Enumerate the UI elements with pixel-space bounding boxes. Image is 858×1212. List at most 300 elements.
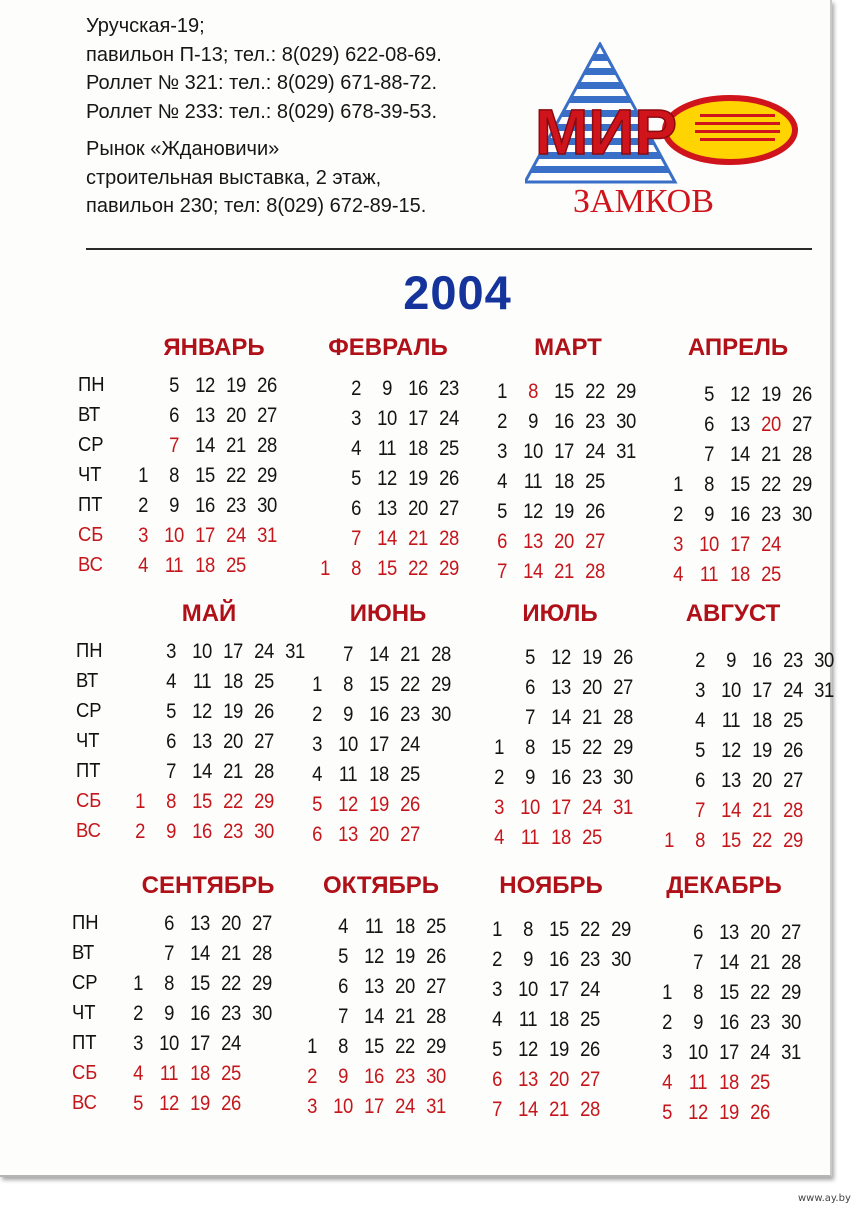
day-number: 29 <box>257 464 277 487</box>
day-number: 31 <box>814 679 834 702</box>
day-number: 11 <box>518 1008 538 1031</box>
contact-line: павильон 230; тел: 8(029) 672-89-15. <box>86 195 427 217</box>
weekday-label: СР <box>72 972 98 994</box>
day-number: 9 <box>528 410 538 433</box>
day-number: 2 <box>307 1065 317 1088</box>
day-number: 14 <box>730 443 750 466</box>
day-number: 15 <box>369 673 389 696</box>
day-number: 17 <box>549 978 569 1001</box>
day-number: 3 <box>497 440 507 463</box>
day-number: 18 <box>752 709 772 732</box>
day-number: 29 <box>613 736 633 759</box>
day-number: 31 <box>613 796 633 819</box>
day-number: 3 <box>494 796 504 819</box>
day-number: 25 <box>254 670 274 693</box>
day-number: 30 <box>426 1065 446 1088</box>
day-number: 17 <box>551 796 571 819</box>
day-number: 28 <box>257 434 277 457</box>
day-number: 12 <box>551 646 571 669</box>
day-number: 30 <box>431 703 451 726</box>
day-number: 21 <box>408 527 428 550</box>
day-number: 7 <box>492 1098 502 1121</box>
day-number: 18 <box>554 470 574 493</box>
day-number: 28 <box>613 706 633 729</box>
weekday-label: СБ <box>72 1062 98 1084</box>
weekday-label: ПТ <box>76 760 101 782</box>
day-number: 2 <box>494 766 504 789</box>
day-number: 29 <box>781 981 801 1004</box>
day-number: 12 <box>518 1038 538 1061</box>
day-number: 8 <box>351 557 361 580</box>
day-number: 2 <box>312 703 322 726</box>
day-number: 24 <box>221 1032 241 1055</box>
day-number: 17 <box>195 524 215 547</box>
day-number: 18 <box>549 1008 569 1031</box>
day-number: 8 <box>528 380 538 403</box>
day-number: 28 <box>792 443 812 466</box>
day-number: 11 <box>364 915 384 938</box>
day-number: 7 <box>497 560 507 583</box>
day-number: 23 <box>226 494 246 517</box>
day-number: 6 <box>492 1068 502 1091</box>
weekday-label: ВТ <box>72 942 95 964</box>
day-number: 9 <box>523 948 533 971</box>
day-number: 22 <box>408 557 428 580</box>
day-number: 11 <box>699 563 719 586</box>
day-number: 10 <box>518 978 538 1001</box>
day-number: 24 <box>439 407 459 430</box>
day-number: 18 <box>190 1062 210 1085</box>
weekday-label: ЧТ <box>76 730 100 752</box>
day-number: 13 <box>719 921 739 944</box>
day-number: 31 <box>257 524 277 547</box>
logo-main-text: МИР <box>535 96 677 168</box>
day-number: 23 <box>750 1011 770 1034</box>
day-number: 14 <box>369 643 389 666</box>
day-number: 28 <box>585 560 605 583</box>
day-number: 21 <box>223 760 243 783</box>
day-number: 26 <box>221 1092 241 1115</box>
day-number: 16 <box>195 494 215 517</box>
day-number: 5 <box>312 793 322 816</box>
day-number: 10 <box>523 440 543 463</box>
day-number: 13 <box>190 912 210 935</box>
day-number: 18 <box>223 670 243 693</box>
day-number: 5 <box>704 383 714 406</box>
day-number: 22 <box>761 473 781 496</box>
month-title: АПРЕЛЬ <box>687 334 789 361</box>
day-number: 19 <box>719 1101 739 1124</box>
day-number: 8 <box>343 673 353 696</box>
day-number: 16 <box>752 649 772 672</box>
day-number: 24 <box>750 1041 770 1064</box>
day-number: 20 <box>750 921 770 944</box>
day-number: 13 <box>192 730 212 753</box>
day-number: 7 <box>695 799 705 822</box>
month-title: СЕНТЯБРЬ <box>141 872 275 899</box>
day-number: 1 <box>497 380 507 403</box>
day-number: 27 <box>781 921 801 944</box>
day-number: 1 <box>494 736 504 759</box>
contact-line: Роллет № 233: тел.: 8(029) 678-39-53. <box>86 100 437 123</box>
day-number: 2 <box>351 377 361 400</box>
day-number: 11 <box>520 826 540 849</box>
day-number: 19 <box>223 700 243 723</box>
day-number: 1 <box>312 673 322 696</box>
day-number: 19 <box>369 793 389 816</box>
day-number: 4 <box>492 1008 502 1031</box>
day-number: 14 <box>190 942 210 965</box>
day-number: 6 <box>164 912 174 935</box>
day-number: 3 <box>307 1095 317 1118</box>
day-number: 16 <box>364 1065 384 1088</box>
day-number: 23 <box>221 1002 241 1025</box>
day-number: 16 <box>551 766 571 789</box>
day-number: 24 <box>395 1095 415 1118</box>
day-number: 6 <box>338 975 348 998</box>
day-number: 30 <box>781 1011 801 1034</box>
day-number: 11 <box>338 763 358 786</box>
day-number: 3 <box>695 679 705 702</box>
day-number: 12 <box>523 500 543 523</box>
day-number: 29 <box>252 972 272 995</box>
day-number: 22 <box>750 981 770 1004</box>
day-number: 7 <box>525 706 535 729</box>
day-number: 4 <box>695 709 705 732</box>
day-number: 8 <box>695 829 705 852</box>
day-number: 28 <box>783 799 803 822</box>
day-number: 2 <box>662 1011 672 1034</box>
day-number: 18 <box>395 915 415 938</box>
day-number: 11 <box>377 437 397 460</box>
day-number: 16 <box>192 820 212 843</box>
day-number: 1 <box>664 829 674 852</box>
day-number: 5 <box>695 739 705 762</box>
weekday-label: ПТ <box>72 1032 97 1054</box>
day-number: 25 <box>400 763 420 786</box>
day-number: 4 <box>138 554 148 577</box>
day-number: 6 <box>312 823 322 846</box>
day-number: 25 <box>585 470 605 493</box>
day-number: 14 <box>364 1005 384 1028</box>
day-number: 8 <box>523 918 533 941</box>
day-number: 21 <box>761 443 781 466</box>
day-number: 10 <box>333 1095 353 1118</box>
day-number: 14 <box>551 706 571 729</box>
day-number: 6 <box>169 404 179 427</box>
day-number: 13 <box>551 676 571 699</box>
day-number: 24 <box>226 524 246 547</box>
day-number: 12 <box>338 793 358 816</box>
day-number: 21 <box>221 942 241 965</box>
month-title: ДЕКАБРЬ <box>666 872 782 899</box>
day-number: 15 <box>554 380 574 403</box>
day-number: 12 <box>192 700 212 723</box>
contact-line: павильон П-13; тел.: 8(029) 622-08-69. <box>86 43 442 66</box>
day-number: 24 <box>783 679 803 702</box>
day-number: 24 <box>585 440 605 463</box>
weekday-label: ПН <box>78 374 105 396</box>
day-number: 8 <box>338 1035 348 1058</box>
day-number: 5 <box>351 467 361 490</box>
day-number: 6 <box>704 413 714 436</box>
day-number: 12 <box>688 1101 708 1124</box>
day-number: 31 <box>426 1095 446 1118</box>
day-number: 4 <box>662 1071 672 1094</box>
day-number: 10 <box>520 796 540 819</box>
day-number: 4 <box>494 826 504 849</box>
day-number: 4 <box>312 763 322 786</box>
day-number: 25 <box>221 1062 241 1085</box>
day-number: 4 <box>133 1062 143 1085</box>
day-number: 17 <box>752 679 772 702</box>
day-number: 19 <box>761 383 781 406</box>
day-number: 1 <box>673 473 683 496</box>
day-number: 15 <box>377 557 397 580</box>
weekday-label: ЧТ <box>78 464 102 486</box>
weekday-label: ПН <box>72 912 99 934</box>
logo-sub-text: ЗАМКОВ <box>573 183 714 220</box>
day-number: 25 <box>426 915 446 938</box>
day-number: 10 <box>159 1032 179 1055</box>
weekday-label: СБ <box>76 790 102 812</box>
day-number: 31 <box>781 1041 801 1064</box>
day-number: 30 <box>257 494 277 517</box>
weekday-label: ВТ <box>76 670 99 692</box>
day-number: 26 <box>400 793 420 816</box>
day-number: 22 <box>582 736 602 759</box>
day-number: 1 <box>662 981 672 1004</box>
day-number: 11 <box>721 709 741 732</box>
month-title: ОКТЯБРЬ <box>322 872 439 899</box>
weekday-label: ВС <box>72 1092 97 1114</box>
day-number: 13 <box>364 975 384 998</box>
day-number: 15 <box>364 1035 384 1058</box>
day-number: 11 <box>164 554 184 577</box>
day-number: 25 <box>439 437 459 460</box>
day-number: 11 <box>688 1071 708 1094</box>
day-number: 14 <box>721 799 741 822</box>
contacts-block <box>86 12 442 221</box>
weekday-label: СР <box>78 434 104 456</box>
day-number: 3 <box>133 1032 143 1055</box>
day-number: 5 <box>166 700 176 723</box>
day-number: 12 <box>377 467 397 490</box>
day-number: 10 <box>721 679 741 702</box>
day-number: 20 <box>395 975 415 998</box>
day-number: 1 <box>307 1035 317 1058</box>
day-number: 21 <box>554 560 574 583</box>
day-number: 23 <box>585 410 605 433</box>
day-number: 6 <box>497 530 507 553</box>
day-number: 5 <box>133 1092 143 1115</box>
day-number: 26 <box>580 1038 600 1061</box>
day-number: 18 <box>369 763 389 786</box>
day-number: 23 <box>580 948 600 971</box>
day-number: 11 <box>192 670 212 693</box>
day-number: 22 <box>752 829 772 852</box>
weekday-label: ЧТ <box>72 1002 96 1024</box>
day-number: 9 <box>693 1011 703 1034</box>
day-number: 21 <box>752 799 772 822</box>
day-number: 26 <box>792 383 812 406</box>
day-number: 2 <box>133 1002 143 1025</box>
day-number: 6 <box>166 730 176 753</box>
day-number: 19 <box>582 646 602 669</box>
day-number: 17 <box>190 1032 210 1055</box>
day-number: 10 <box>688 1041 708 1064</box>
day-number: 13 <box>523 530 543 553</box>
day-number: 19 <box>752 739 772 762</box>
day-number: 19 <box>190 1092 210 1115</box>
day-number: 5 <box>338 945 348 968</box>
day-number: 16 <box>369 703 389 726</box>
day-number: 19 <box>554 500 574 523</box>
day-number: 10 <box>699 533 719 556</box>
day-number: 19 <box>226 374 246 397</box>
month-title: НОЯБРЬ <box>499 872 603 899</box>
day-number: 20 <box>549 1068 569 1091</box>
day-number: 12 <box>195 374 215 397</box>
day-number: 9 <box>164 1002 174 1025</box>
year-title: 2004 <box>403 266 512 319</box>
day-number: 4 <box>351 437 361 460</box>
month-title: МАРТ <box>534 334 602 361</box>
day-number: 27 <box>254 730 274 753</box>
day-number: 16 <box>554 410 574 433</box>
day-number: 19 <box>408 467 428 490</box>
day-number: 2 <box>135 820 145 843</box>
day-number: 12 <box>364 945 384 968</box>
contact-line: строительная выставка, 2 этаж, <box>86 166 382 189</box>
day-number: 6 <box>693 921 703 944</box>
day-number: 30 <box>814 649 834 672</box>
day-number: 8 <box>166 790 176 813</box>
day-number: 19 <box>549 1038 569 1061</box>
day-number: 16 <box>730 503 750 526</box>
day-number: 21 <box>582 706 602 729</box>
weekday-label: ПТ <box>78 494 103 516</box>
day-number: 30 <box>254 820 274 843</box>
day-number: 17 <box>364 1095 384 1118</box>
day-number: 10 <box>192 640 212 663</box>
day-number: 14 <box>377 527 397 550</box>
day-number: 30 <box>613 766 633 789</box>
day-number: 9 <box>726 649 736 672</box>
day-number: 17 <box>369 733 389 756</box>
day-number: 22 <box>226 464 246 487</box>
day-number: 7 <box>338 1005 348 1028</box>
day-number: 13 <box>730 413 750 436</box>
day-number: 1 <box>133 972 143 995</box>
day-number: 2 <box>497 410 507 433</box>
day-number: 20 <box>223 730 243 753</box>
weekday-label: СБ <box>78 524 104 546</box>
day-number: 27 <box>792 413 812 436</box>
day-number: 4 <box>497 470 507 493</box>
day-number: 20 <box>226 404 246 427</box>
day-number: 29 <box>783 829 803 852</box>
day-number: 9 <box>704 503 714 526</box>
day-number: 11 <box>159 1062 179 1085</box>
day-number: 3 <box>351 407 361 430</box>
day-number: 9 <box>525 766 535 789</box>
day-number: 28 <box>580 1098 600 1121</box>
day-number: 2 <box>138 494 148 517</box>
day-number: 26 <box>439 467 459 490</box>
month-title: ФЕВРАЛЬ <box>328 334 448 361</box>
day-number: 1 <box>138 464 148 487</box>
day-number: 6 <box>695 769 705 792</box>
day-number: 21 <box>226 434 246 457</box>
day-number: 8 <box>169 464 179 487</box>
day-number: 21 <box>400 643 420 666</box>
day-number: 15 <box>719 981 739 1004</box>
day-number: 10 <box>164 524 184 547</box>
day-number: 23 <box>223 820 243 843</box>
day-number: 3 <box>673 533 683 556</box>
day-number: 7 <box>166 760 176 783</box>
day-number: 24 <box>400 733 420 756</box>
day-number: 8 <box>164 972 174 995</box>
day-number: 20 <box>752 769 772 792</box>
day-number: 26 <box>257 374 277 397</box>
day-number: 20 <box>761 413 781 436</box>
day-number: 23 <box>582 766 602 789</box>
day-number: 15 <box>549 918 569 941</box>
day-number: 30 <box>616 410 636 433</box>
day-number: 4 <box>673 563 683 586</box>
day-number: 4 <box>166 670 176 693</box>
day-number: 19 <box>395 945 415 968</box>
day-number: 2 <box>695 649 705 672</box>
day-number: 9 <box>338 1065 348 1088</box>
day-number: 20 <box>408 497 428 520</box>
day-number: 29 <box>611 918 631 941</box>
day-number: 7 <box>343 643 353 666</box>
day-number: 20 <box>221 912 241 935</box>
day-number: 26 <box>585 500 605 523</box>
day-number: 23 <box>395 1065 415 1088</box>
day-number: 27 <box>252 912 272 935</box>
day-number: 30 <box>792 503 812 526</box>
weekday-label: ПН <box>76 640 103 662</box>
day-number: 25 <box>761 563 781 586</box>
day-number: 9 <box>169 494 179 517</box>
day-number: 29 <box>426 1035 446 1058</box>
day-number: 7 <box>169 434 179 457</box>
divider <box>86 248 812 250</box>
day-number: 14 <box>518 1098 538 1121</box>
day-number: 26 <box>783 739 803 762</box>
day-number: 9 <box>382 377 392 400</box>
day-number: 28 <box>439 527 459 550</box>
day-number: 15 <box>192 790 212 813</box>
mir-zamkov-logo <box>525 42 805 227</box>
day-number: 28 <box>431 643 451 666</box>
day-number: 10 <box>377 407 397 430</box>
day-number: 24 <box>582 796 602 819</box>
month-title: АВГУСТ <box>685 600 781 627</box>
day-number: 24 <box>761 533 781 556</box>
day-number: 26 <box>426 945 446 968</box>
day-number: 15 <box>190 972 210 995</box>
day-number: 3 <box>662 1041 672 1064</box>
day-number: 16 <box>408 377 428 400</box>
day-number: 17 <box>719 1041 739 1064</box>
day-number: 3 <box>166 640 176 663</box>
day-number: 21 <box>750 951 770 974</box>
